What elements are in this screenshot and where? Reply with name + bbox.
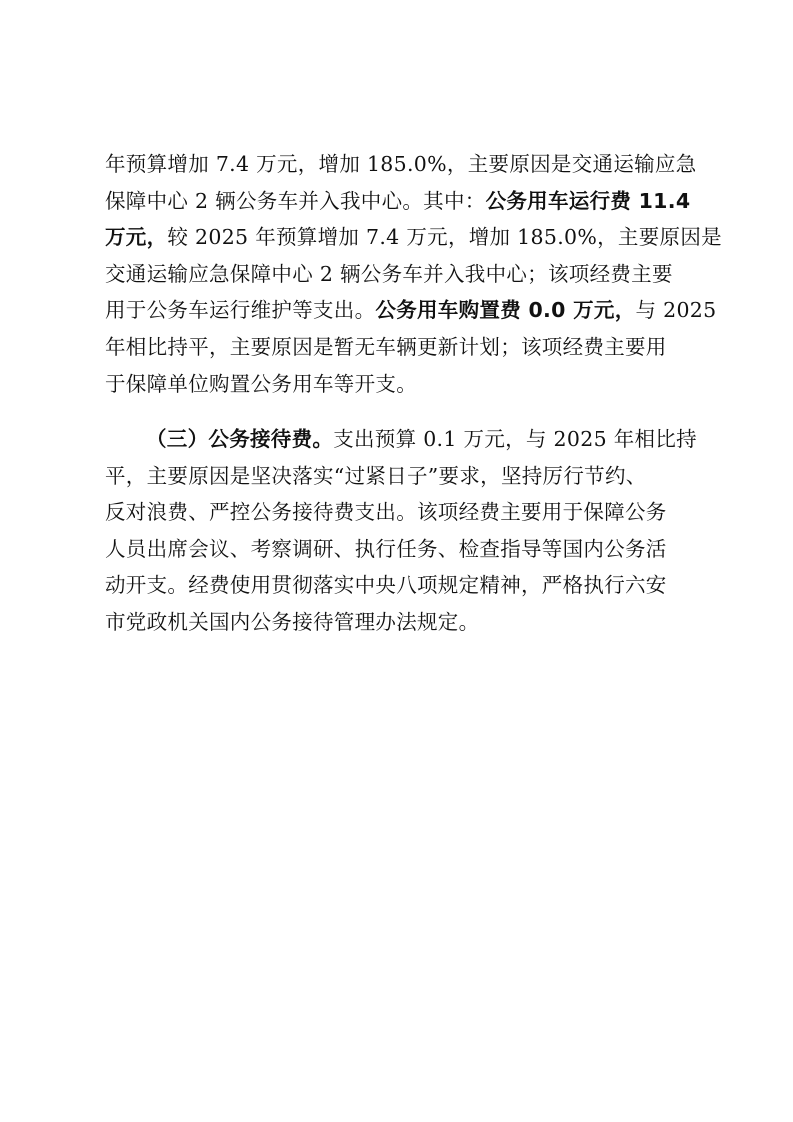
text-run: 支出预算 0.1 万元，与 2025 年相比持	[333, 427, 697, 451]
text-line	[105, 219, 722, 256]
paragraph-reception-expenses	[105, 421, 695, 641]
text-run: 年相比持平，主要原因是暂无车辆更新计划；该项经费主要用	[105, 334, 667, 359]
text-run: 平，主要原因是坚决落实“过紧日子”要求，坚持厉行节约、	[105, 463, 647, 488]
bold-text-run: 公务用车运行费 11.4	[485, 188, 691, 213]
text-line	[105, 366, 695, 403]
text-run: 交通运输应急保障中心 2 辆公务车并入我中心；该项经费主要	[105, 261, 673, 286]
text-line	[105, 567, 695, 604]
bold-text-run: 万元，	[105, 225, 168, 250]
text-line	[105, 531, 695, 568]
text-run: 用于公务车运行维护等支出。	[105, 298, 376, 323]
text-line	[105, 458, 695, 495]
text-line	[105, 292, 717, 329]
text-line	[105, 421, 695, 458]
text-line	[105, 256, 695, 293]
text-run: 市党政机关国内公务接待管理办法规定。	[105, 609, 480, 634]
text-run: 较 2025 年预算增加 7.4 万元，增加 185.0%，主要原因是	[167, 225, 722, 250]
text-line	[105, 146, 695, 183]
text-line	[105, 494, 695, 531]
text-run: 动开支。经费使用贯彻落实中央八项规定精神，严格执行六安	[105, 573, 667, 598]
section-heading: （三）公务接待费。	[146, 427, 334, 451]
paragraph-vehicle-expenses	[105, 146, 722, 402]
text-run: 保障中心 2 辆公务车并入我中心。其中：	[105, 188, 486, 213]
text-line	[105, 329, 695, 366]
text-line	[105, 183, 695, 220]
text-run: 反对浪费、严控公务接待费支出。该项经费主要用于保障公务	[105, 500, 667, 525]
text-line	[105, 604, 695, 641]
bold-text-run: 公务用车购置费 0.0 万元，	[375, 298, 636, 323]
text-run: 年预算增加 7.4 万元，增加 185.0%，主要原因是交通运输应急	[105, 152, 697, 176]
text-run: 与 2025	[635, 298, 717, 323]
text-run: 于保障单位购置公务用车等开支。	[105, 371, 417, 396]
text-run: 人员出席会议、考察调研、执行任务、检查指导等国内公务活	[105, 536, 667, 561]
